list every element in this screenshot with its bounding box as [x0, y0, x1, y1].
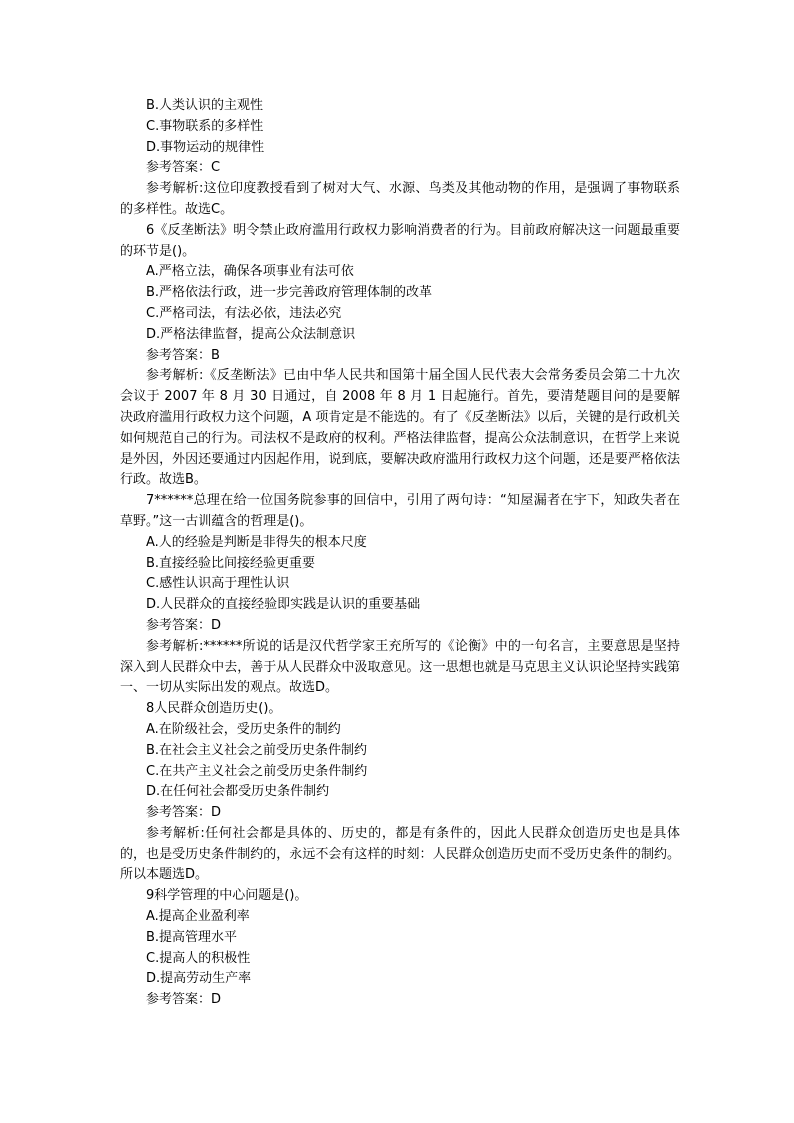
question-7-option-c: C.感性认识高于理性认识 — [146, 576, 290, 592]
question-6-analysis: 参考解析:《反垄断法》已由中华人民共和国第十届全国人民代表大会常务委员会第二十九次会议于 2007 年 8 月 30 日通过，自 2008 年 8 月 1 日起施行。首先，要清楚题目问的是要解决政府滥用行政权力这个问题，A 项肯定是不能选的。有了《反垄断法》以后，关键的是行政机关如何规范自己的行为。司法权不是政府的权利。严格法律监督，提高公众法制意识，在哲学上来说是外因，外因还要通过内因起作用，说到底，要解决政府滥用行政权力这个问题，还是要严格依法行政。故选B。 — [120, 368, 680, 488]
question-8-option-a: A.在阶级社会，受历史条件的制约 — [146, 721, 341, 737]
question-6-stem: 6《反垄断法》明令禁止政府滥用行政权力影响消费者的行为。目前政府解决这一问题最重要的环节是()。 — [120, 222, 680, 259]
reference-analysis: 参考解析:这位印度教授看到了树对大气、水源、鸟类及其他动物的作用，是强调了事物联系的多样性。故选C。 — [120, 181, 680, 217]
reference-answer: 参考答案：C — [146, 160, 221, 176]
question-7-answer: 参考答案：D — [146, 617, 222, 633]
question-7-analysis: 参考解析:******所说的话是汉代哲学家王充所写的《论衡》中的一句名言，主要意思是坚持深入到人民群众中去，善于从人民群众中汲取意见。这一思想也就是马克思主义认识论坚持实践第一、一切从实际出发的观点。故选D。 — [120, 638, 680, 696]
question-9-stem: 9科学管理的中心问题是()。 — [146, 888, 308, 904]
question-7-option-a: A.人的经验是判断是非得失的根本尺度 — [146, 534, 367, 550]
question-8-option-d: D.在任何社会都受历史条件制约 — [146, 784, 330, 800]
question-7-option-d: D.人民群众的直接经验即实践是认识的重要基础 — [146, 597, 421, 613]
option-c: C.事物联系的多样性 — [146, 118, 264, 134]
question-9-answer: 参考答案：D — [146, 992, 222, 1008]
question-8-option-c: C.在共产主义社会之前受历史条件制约 — [146, 763, 368, 779]
question-6-option-b: B.严格依法行政，进一步完善政府管理体制的改革 — [146, 285, 433, 301]
question-8-answer: 参考答案：D — [146, 805, 222, 821]
question-8-analysis: 参考解析:任何社会都是具体的、历史的，都是有条件的，因此人民群众创造历史也是具体的，也是受历史条件制约的，永远不会有这样的时刻：人民群众创造历史而不受历史条件的制约。所以本题选D。 — [120, 825, 680, 883]
question-9-option-d: D.提高劳动生产率 — [146, 971, 252, 987]
option-b: B.人类认识的主观性 — [146, 98, 264, 113]
question-8-option-b: B.在社会主义社会之前受历史条件制约 — [146, 742, 368, 758]
question-6-option-a: A.严格立法，确保各项事业有法可依 — [146, 264, 354, 280]
question-9-option-c: C.提高人的积极性 — [146, 950, 251, 966]
document-body — [120, 96, 680, 1011]
question-8-stem: 8人民群众创造历史()。 — [146, 701, 282, 717]
question-7-option-b: B.直接经验比间接经验更重要 — [146, 555, 316, 571]
option-d: D.事物运动的规律性 — [146, 139, 265, 155]
question-6-answer: 参考答案：B — [146, 347, 220, 363]
question-9-option-a: A.提高企业盈利率 — [146, 909, 250, 925]
question-6-option-c: C.严格司法，有法必依，违法必究 — [146, 305, 342, 321]
question-9-option-b: B.提高管理水平 — [146, 929, 238, 945]
question-6-option-d: D.严格法律监督，提高公众法制意识 — [146, 326, 356, 342]
question-7-stem: 7******总理在给一位国务院参事的回信中，引用了两句诗：“知屋漏者在宇下，知政失者在草野。”这一古训蕴含的哲理是()。 — [120, 493, 680, 529]
